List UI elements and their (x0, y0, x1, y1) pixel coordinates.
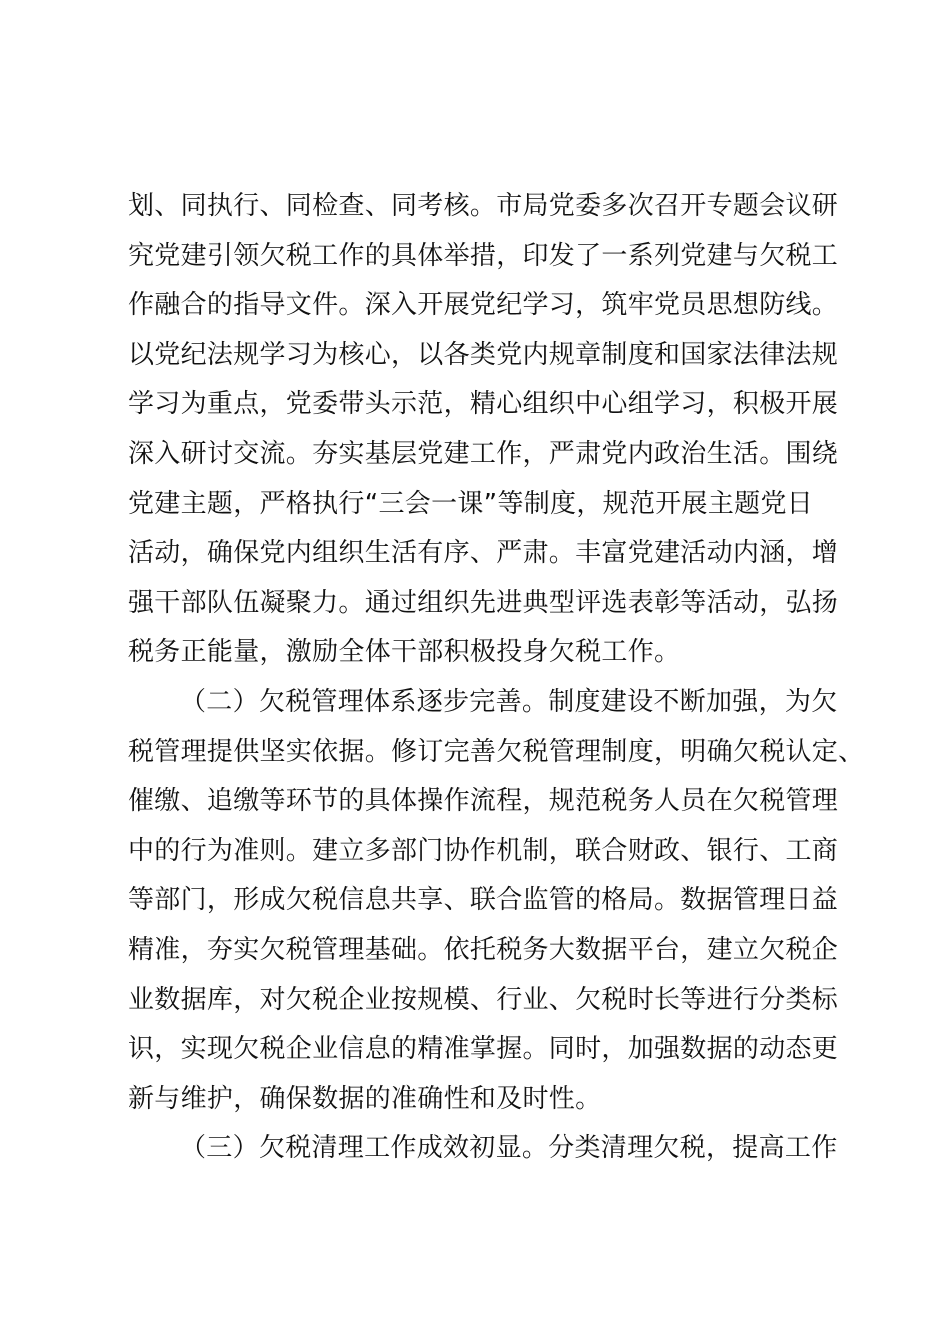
text-line: 新与维护，确保数据的准确性和及时性。 (128, 1083, 602, 1114)
text-line: 划、同执行、同检查、同考核。市局党委多次召开专题会议研 (128, 191, 839, 221)
text-line: 税管理提供坚实依据。修订完善欠税管理制度，明确欠税认定、 (128, 736, 865, 767)
text-line: 业数据库，对欠税企业按规模、行业、欠税时长等进行分类标 (128, 984, 839, 1015)
text-line: 强干部队伍凝聚力。通过组织先进典型评选表彰等活动，弘扬 (128, 587, 839, 618)
document-body (128, 182, 865, 1174)
text-line: 中的行为准则。建立多部门协作机制，联合财政、银行、工商 (128, 835, 839, 866)
text-line: 究党建引领欠税工作的具体举措，印发了一系列党建与欠税工 (128, 240, 839, 271)
text-line: 以党纪法规学习为核心，以各类党内规章制度和国家法律法规 (128, 339, 839, 370)
section-heading-line: （二）欠税管理体系逐步完善。制度建设不断加强，为欠 (180, 686, 838, 717)
text-line: 作融合的指导文件。深入开展党纪学习，筑牢党员思想防线。 (128, 290, 839, 321)
text-line: 识，实现欠税企业信息的精准掌握。同时，加强数据的动态更 (128, 1034, 839, 1065)
text-line: 活动，确保党内组织生活有序、严肃。丰富党建活动内涵，增 (128, 538, 839, 569)
text-line: 党建主题，严格执行“三会一课”等制度，规范开展主题党日 (128, 488, 814, 519)
text-line: 催缴、追缴等环节的具体操作流程，规范税务人员在欠税管理 (128, 786, 839, 817)
text-line: 税务正能量，激励全体干部积极投身欠税工作。 (128, 637, 681, 668)
text-line: 深入研讨交流。夯实基层党建工作，严肃党内政治生活。围绕 (128, 438, 839, 469)
section-heading-line: （三）欠税清理工作成效初显。分类清理欠税，提高工作 (180, 1133, 838, 1164)
text-line: 等部门，形成欠税信息共享、联合监管的格局。数据管理日益 (128, 885, 839, 916)
text-line: 学习为重点，党委带头示范，精心组织中心组学习，积极开展 (128, 389, 839, 420)
text-line: 精准，夯实欠税管理基础。依托税务大数据平台，建立欠税企 (128, 934, 839, 965)
